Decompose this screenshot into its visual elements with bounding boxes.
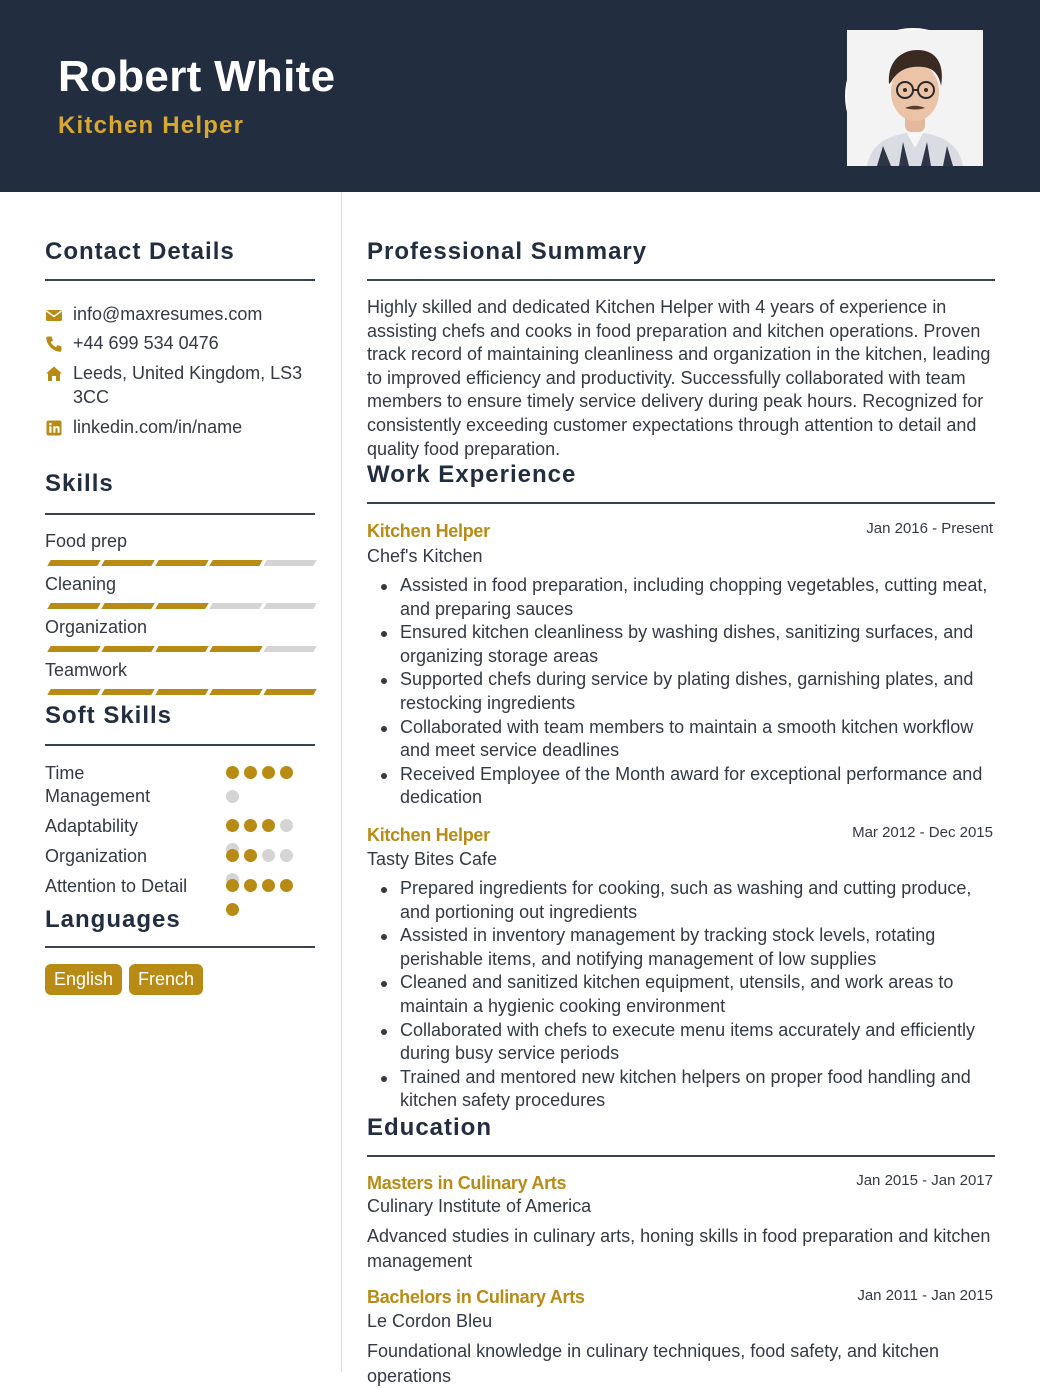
rating-dot-filled <box>280 879 293 892</box>
job-dates: Jan 2016 - Present <box>866 520 993 537</box>
candidate-name: Robert White <box>58 52 336 101</box>
summary-text: Highly skilled and dedicated Kitchen Helper with 4 years of experience in assisting chefs and cooks in food preparation and kitchen operations. Proven track record of maintaining cleanliness and organization in the kitchen, leading to improved efficiency and productivity. Successfully collaborated with team members to ensure timely service delivery during peak hours. Recognized for consistently exceeding customer expectations through attention to detail and quality food preparation. <box>367 297 991 459</box>
skill-name: Teamwork <box>45 660 128 680</box>
language-badge-french: French <box>129 964 203 995</box>
skill-bar-segment-filled <box>101 646 154 652</box>
experience-heading: Work Experience <box>367 461 577 488</box>
skills-rule <box>45 513 315 515</box>
soft-skills-heading: Soft Skills <box>45 702 173 729</box>
rating-dot-filled <box>226 819 239 832</box>
job-dates: Mar 2012 - Dec 2015 <box>852 824 993 841</box>
soft-skill-name: Organization <box>45 846 148 866</box>
rating-dot-empty <box>280 819 293 832</box>
skill-bar-segment-filled <box>155 603 208 609</box>
rating-dot-filled <box>280 766 293 779</box>
skills-heading: Skills <box>45 470 114 497</box>
skill-item <box>45 573 315 595</box>
job-company: Tasty Bites Cafe <box>367 849 498 869</box>
job-role: Kitchen Helper <box>367 825 490 845</box>
job-bullets <box>400 877 1000 1113</box>
contact-linkedin[interactable] <box>45 415 315 439</box>
skill-bar-segment-filled <box>155 646 208 652</box>
soft-skills-rule <box>45 744 315 746</box>
rating-dot-filled <box>226 903 239 916</box>
contact-email-text: info@maxresumes.com <box>73 304 263 324</box>
job-bullet: Ensured kitchen cleanliness by washing dishes, sanitizing surfaces, and organizing storage areas <box>400 621 1000 668</box>
job-bullet: Assisted in inventory management by tracking stock levels, rotating perishable items, and notifying management of low supplies <box>400 924 1000 971</box>
rating-dot-filled <box>262 766 275 779</box>
contact-phone-text: +44 699 534 0476 <box>73 333 219 353</box>
column-divider <box>341 192 342 1372</box>
skill-name: Food prep <box>45 531 128 551</box>
skill-bar-segment-filled <box>155 560 208 566</box>
skill-bar-segment-filled <box>263 689 316 695</box>
skill-item <box>45 530 315 552</box>
rating-dot-empty <box>280 849 293 862</box>
skill-item <box>45 616 315 638</box>
rating-dot-empty <box>262 849 275 862</box>
rating-dot-filled <box>262 819 275 832</box>
rating-dot-filled <box>226 766 239 779</box>
job-bullet: Collaborated with chefs to execute menu items accurately and efficiently during busy service periods <box>400 1019 1000 1066</box>
summary-rule <box>367 279 995 281</box>
skill-level-bar <box>45 560 315 566</box>
education-heading: Education <box>367 1114 493 1141</box>
rating-dot-filled <box>244 849 257 862</box>
contact-rule <box>45 279 315 281</box>
edu-description: Foundational knowledge in culinary techniques, food safety, and kitchen operations <box>367 1341 940 1386</box>
skill-bar-segment-filled <box>47 689 100 695</box>
email-icon <box>45 306 63 324</box>
rating-dot-filled <box>226 879 239 892</box>
skill-bar-segment-filled <box>47 646 100 652</box>
rating-dot-filled <box>244 819 257 832</box>
skill-bar-segment-empty <box>263 646 316 652</box>
edu-degree: Bachelors in Culinary Arts <box>367 1287 585 1307</box>
profile-photo <box>845 28 981 164</box>
rating-dot-filled <box>226 849 239 862</box>
job-role: Kitchen Helper <box>367 521 490 541</box>
edu-description: Advanced studies in culinary arts, honing skills in food preparation and kitchen management <box>367 1226 991 1271</box>
contact-address-text: Leeds, United Kingdom, LS3 3CC <box>73 363 303 407</box>
skill-bar-segment-empty <box>263 560 316 566</box>
rating-dot-empty <box>226 790 239 803</box>
home-icon <box>45 365 63 383</box>
rating-dot-filled <box>244 879 257 892</box>
resume-header <box>0 0 1040 192</box>
contact-address <box>45 361 315 409</box>
edu-dates: Jan 2011 - Jan 2015 <box>857 1287 993 1304</box>
soft-skill-name: Adaptability <box>45 816 139 836</box>
job-bullet: Cleaned and sanitized kitchen equipment, utensils, and work areas to maintain a hygienic cooking environment <box>400 971 1000 1018</box>
job-bullet: Received Employee of the Month award for exceptional performance and dedication <box>400 763 1000 810</box>
skill-item <box>45 659 315 681</box>
contact-linkedin-text: linkedin.com/in/name <box>73 417 243 437</box>
skill-bar-segment-filled <box>101 603 154 609</box>
skill-bar-segment-empty <box>209 603 262 609</box>
rating-dot-filled <box>262 879 275 892</box>
skill-name: Cleaning <box>45 574 117 594</box>
job-bullets <box>400 574 1000 810</box>
linkedin-icon <box>45 419 63 437</box>
job-company: Chef's Kitchen <box>367 546 483 566</box>
job-bullet: Collaborated with team members to maintain a smooth kitchen workflow and meet service deadlines <box>400 716 1000 763</box>
skill-bar-segment-filled <box>47 560 100 566</box>
skill-bar-segment-filled <box>209 689 262 695</box>
edu-school: Le Cordon Bleu <box>367 1311 493 1331</box>
skill-level-bar <box>45 689 315 695</box>
edu-degree: Masters in Culinary Arts <box>367 1173 567 1193</box>
skill-level-bar <box>45 646 315 652</box>
skill-bar-segment-filled <box>209 560 262 566</box>
experience-rule <box>367 502 995 504</box>
contact-email[interactable] <box>45 302 315 326</box>
skill-bar-segment-filled <box>101 689 154 695</box>
edu-school: Culinary Institute of America <box>367 1196 592 1216</box>
contact-phone[interactable] <box>45 331 315 355</box>
job-bullet: Assisted in food preparation, including chopping vegetables, cutting meat, and preparing sauces <box>400 574 1000 621</box>
edu-dates: Jan 2015 - Jan 2017 <box>856 1172 993 1189</box>
job-bullet: Trained and mentored new kitchen helpers on proper food handling and kitchen safety procedures <box>400 1066 1000 1113</box>
skill-bar-segment-empty <box>263 603 316 609</box>
job-bullet: Prepared ingredients for cooking, such as washing and cutting produce, and portioning out ingredients <box>400 877 1000 924</box>
phone-icon <box>45 335 63 353</box>
rating-dot-filled <box>244 766 257 779</box>
skill-bar-segment-filled <box>209 646 262 652</box>
languages-rule <box>45 946 315 948</box>
language-badge-english: English <box>45 964 122 995</box>
education-rule <box>367 1155 995 1157</box>
skill-level-bar <box>45 603 315 609</box>
languages-heading: Languages <box>45 906 181 933</box>
contact-heading: Contact Details <box>45 238 235 265</box>
skill-name: Organization <box>45 617 148 637</box>
skill-bar-segment-filled <box>47 603 100 609</box>
skill-bar-segment-filled <box>101 560 154 566</box>
skill-bar-segment-filled <box>155 689 208 695</box>
soft-skill-name: Time Management <box>45 763 151 806</box>
candidate-title: Kitchen Helper <box>58 112 245 139</box>
soft-skill-name: Attention to Detail <box>45 876 188 896</box>
summary-heading: Professional Summary <box>367 238 648 265</box>
job-bullet: Supported chefs during service by plating dishes, garnishing plates, and restocking ingredients <box>400 668 1000 715</box>
